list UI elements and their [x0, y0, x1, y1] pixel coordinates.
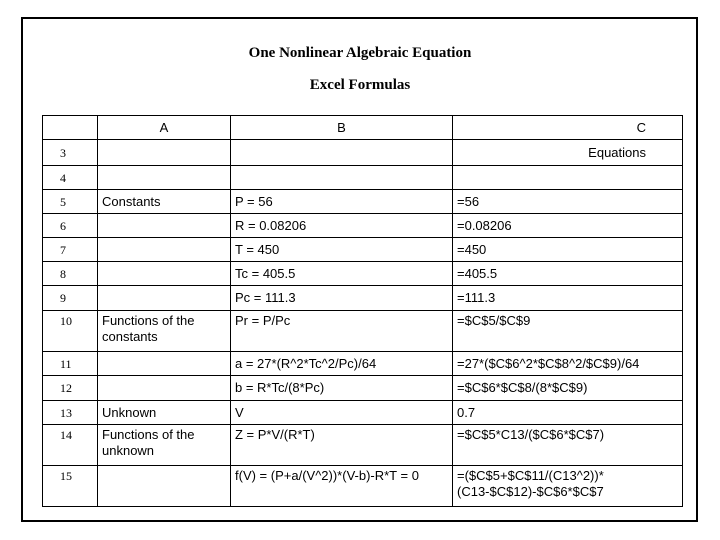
- page-title: One Nonlinear Algebraic Equation: [248, 45, 472, 61]
- corner-cell: [43, 116, 98, 140]
- cell-c[interactable]: =111.3: [453, 286, 683, 311]
- cell-a[interactable]: [98, 140, 231, 166]
- row-number[interactable]: 10: [43, 311, 98, 352]
- cell-c[interactable]: [453, 166, 683, 190]
- cell-c[interactable]: Equations: [453, 140, 683, 166]
- cell-a[interactable]: Unknown: [98, 401, 231, 425]
- cell-b[interactable]: [231, 140, 453, 166]
- table-row: [43, 352, 683, 376]
- cell-a[interactable]: [98, 166, 231, 190]
- row-number[interactable]: 11: [43, 352, 98, 376]
- table-row: [43, 140, 683, 166]
- cell-b[interactable]: R = 0.08206: [231, 214, 453, 238]
- table-row: [43, 311, 683, 352]
- table-row: [43, 166, 683, 190]
- cell-c[interactable]: =$C$6*$C$8/(8*$C$9): [453, 376, 683, 401]
- page-subtitle: Excel Formulas: [309, 77, 411, 93]
- table-row: [43, 425, 683, 466]
- column-header-a[interactable]: A: [98, 116, 231, 140]
- cell-c[interactable]: =56: [453, 190, 683, 214]
- cell-a[interactable]: Functions of the constants: [98, 311, 231, 352]
- cell-a[interactable]: [98, 238, 231, 262]
- cell-b[interactable]: b = R*Tc/(8*Pc): [231, 376, 453, 401]
- cell-c[interactable]: =405.5: [453, 262, 683, 286]
- row-number[interactable]: 13: [43, 401, 98, 425]
- cell-b[interactable]: Tc = 405.5: [231, 262, 453, 286]
- cell-b[interactable]: Pc = 111.3: [231, 286, 453, 311]
- row-number[interactable]: 5: [43, 190, 98, 214]
- cell-b[interactable]: T = 450: [231, 238, 453, 262]
- cell-a[interactable]: [98, 214, 231, 238]
- row-number[interactable]: 12: [43, 376, 98, 401]
- table-row: [43, 466, 683, 507]
- column-header-c[interactable]: C: [453, 116, 683, 140]
- table-row: [43, 286, 683, 311]
- cell-a[interactable]: [98, 286, 231, 311]
- table-row: [43, 376, 683, 401]
- row-number[interactable]: 6: [43, 214, 98, 238]
- column-header-row: [43, 116, 683, 140]
- row-number[interactable]: 9: [43, 286, 98, 311]
- cell-c[interactable]: =$C$5/$C$9: [453, 311, 683, 352]
- cell-b[interactable]: [231, 166, 453, 190]
- cell-c[interactable]: =450: [453, 238, 683, 262]
- cell-c[interactable]: 0.7: [453, 401, 683, 425]
- cell-b[interactable]: Z = P*V/(R*T): [231, 425, 453, 466]
- table-row: [43, 214, 683, 238]
- cell-a[interactable]: [98, 376, 231, 401]
- cell-b[interactable]: Pr = P/Pc: [231, 311, 453, 352]
- cell-c[interactable]: =$C$5*C13/($C$6*$C$7): [453, 425, 683, 466]
- cell-a[interactable]: Constants: [98, 190, 231, 214]
- cell-b[interactable]: a = 27*(R^2*Tc^2/Pc)/64: [231, 352, 453, 376]
- row-number[interactable]: 3: [43, 140, 98, 166]
- cell-a[interactable]: [98, 466, 231, 507]
- row-number[interactable]: 8: [43, 262, 98, 286]
- cell-a[interactable]: [98, 352, 231, 376]
- table-row: [43, 238, 683, 262]
- row-number[interactable]: 15: [43, 466, 98, 507]
- cell-a[interactable]: [98, 262, 231, 286]
- column-header-b[interactable]: B: [231, 116, 453, 140]
- cell-b[interactable]: V: [231, 401, 453, 425]
- cell-b[interactable]: f(V) = (P+a/(V^2))*(V-b)-R*T = 0: [231, 466, 453, 507]
- cell-b[interactable]: P = 56: [231, 190, 453, 214]
- cell-c[interactable]: =27*($C$6^2*$C$8^2/$C$9)/64: [453, 352, 683, 376]
- row-number[interactable]: 4: [43, 166, 98, 190]
- cell-c[interactable]: =0.08206: [453, 214, 683, 238]
- table-row: [43, 262, 683, 286]
- cell-a[interactable]: Functions of the unknown: [98, 425, 231, 466]
- row-number[interactable]: 7: [43, 238, 98, 262]
- formula-table: [42, 115, 683, 507]
- table-row: [43, 190, 683, 214]
- cell-c[interactable]: =($C$5+$C$11/(C13^2))*(C13-$C$12)-$C$6*$C$7: [453, 466, 683, 507]
- table-row: [43, 401, 683, 425]
- row-number[interactable]: 14: [43, 425, 98, 466]
